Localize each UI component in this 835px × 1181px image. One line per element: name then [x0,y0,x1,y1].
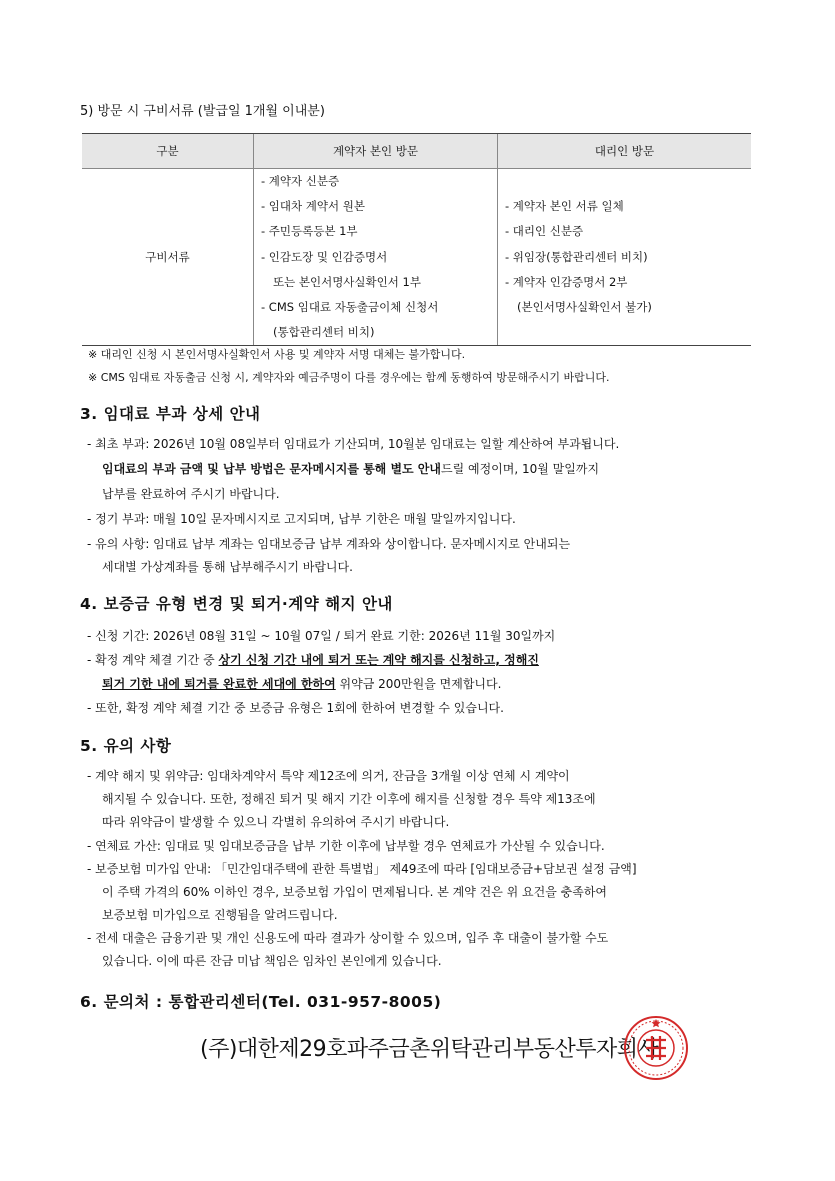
table-note: ※ CMS 임대료 자동출금 신청 시, 계약자와 예금주명이 다를 경우에는 함께 동행하여 방문해주시기 바랍니다. [88,371,610,384]
sec4-line [102,675,501,692]
sec5b-line: 있습니다. 이에 따른 잔금 미납 책임은 임차인 본인에게 있습니다. [102,954,442,968]
self-item: - 주민등록등본 1부 [261,224,358,239]
header-category: 구분 [82,134,254,169]
sec5b-line: - 계약 해지 및 위약금: 임대차계약서 특약 제12조에 의거, 잔금을 3개월 이상 연체 시 계약이 [87,769,570,783]
header-self-visit: 계약자 본인 방문 [254,134,498,169]
agent-visit-cell [498,169,752,346]
self-item: (통합관리센터 비치) [273,325,375,340]
header-agent-visit: 대리인 방문 [498,134,752,169]
agent-item: - 계약자 본인 서류 일체 [505,199,624,214]
sec5b-line: 보증보험 미가입으로 진행됨을 알려드립니다. [102,908,338,922]
section5b-title: 5. 유의 사항 [80,737,172,755]
sec4-line: - 또한, 확정 계약 체결 기간 중 보증금 유형은 1회에 한하여 변경할 수 있습니다. [87,701,504,715]
section6-title: 6. 문의처 : 통합관리센터(Tel. 031-957-8005) [80,993,442,1011]
sec4-line [87,651,539,668]
sec3-line [102,460,599,477]
sec5b-line: - 전세 대출은 금융기관 및 개인 신용도에 따라 결과가 상이할 수 있으며, 입주 후 대출이 불가할 수도 [87,931,609,945]
sec5b-line: - 보증보험 미가입 안내: 「민간임대주택에 관한 특별법」 제49조에 따라 [임대보증금+담보권 설정 금액] [87,862,637,876]
company-seal-icon [622,1014,690,1082]
section4-title: 4. 보증금 유형 변경 및 퇴거·계약 해지 안내 [80,595,393,613]
sec5b-line: 따라 위약금이 발생할 수 있으니 각별히 유의하여 주시기 바랍니다. [102,815,450,829]
sec5b-line: - 연체료 가산: 임대료 및 임대보증금을 납부 기한 이후에 납부할 경우 연체료가 가산될 수 있습니다. [87,839,605,853]
sec3-text: 드릴 예정이며, 10월 말일까지 [441,462,600,476]
sec4-underlined-text: 상기 신청 기간 내에 퇴거 또는 계약 해지를 신청하고, 정해진 [218,653,539,667]
sec4-text: - 확정 계약 체결 기간 중 [87,653,219,667]
sec3-line: - 유의 사항: 임대료 납부 계좌는 임대보증금 납부 계좌와 상이합니다. 문자메시지로 안내되는 [87,537,571,551]
sec3-bold-text: 임대료의 부과 금액 및 납부 방법은 문자메시지를 통해 별도 안내 [102,462,441,476]
section5-title: 5) 방문 시 구비서류 (발급일 1개월 이내분) [80,104,325,119]
row-label: 구비서류 [82,169,254,346]
sec5b-line: 해지될 수 있습니다. 또한, 정해진 퇴거 및 해지 기간 이후에 해지를 신청할 경우 특약 제13조에 [102,792,596,806]
sec4-line: - 신청 기간: 2026년 08월 31일 ~ 10월 07일 / 퇴거 완료 기한: 2026년 11월 30일까지 [87,629,556,643]
sec3-line: 납부를 완료하여 주시기 바랍니다. [102,487,280,501]
sec5b-line: 이 주택 가격의 60% 이하인 경우, 보증보험 가입이 면제됩니다. 본 계약 건은 위 요건을 충족하여 [102,885,608,899]
agent-item: - 위임장(통합관리센터 비치) [505,249,648,264]
sec3-line: - 최초 부과: 2026년 10월 08일부터 임대료가 기산되며, 10월분 임대료는 일할 계산하여 부과됩니다. [87,437,620,451]
sec4-underlined-text: 퇴거 기한 내에 퇴거를 완료한 세대에 한하여 [102,677,336,691]
documents-table [82,133,751,346]
self-item: - 임대차 계약서 원본 [261,199,365,214]
agent-item: - 대리인 신분증 [505,224,584,239]
section3-title: 3. 임대료 부과 상세 안내 [80,405,261,423]
agent-item: - 계약자 인감증명서 2부 [505,274,628,289]
self-item: - 인감도장 및 인감증명서 [261,249,388,264]
self-item: - CMS 임대료 자동출금이체 신청서 [261,300,439,315]
self-visit-cell [254,169,498,346]
company-name: (주)대한제29호파주금촌위탁관리부동산투자회사 [200,1037,659,1062]
table-note: ※ 대리인 신청 시 본인서명사실확인서 사용 및 계약자 서명 대체는 불가합니다. [88,348,466,361]
self-item: 또는 본인서명사실확인서 1부 [273,274,421,289]
sec3-line: 세대별 가상계좌를 통해 납부해주시기 바랍니다. [102,560,353,574]
agent-item: (본인서명사실확인서 불가) [517,300,652,315]
self-item: - 계약자 신분증 [261,174,340,188]
sec4-text: 위약금 200만원을 면제합니다. [335,677,502,691]
sec3-line: - 정기 부과: 매월 10일 문자메시지로 고지되며, 납부 기한은 매월 말일까지입니다. [87,512,516,526]
